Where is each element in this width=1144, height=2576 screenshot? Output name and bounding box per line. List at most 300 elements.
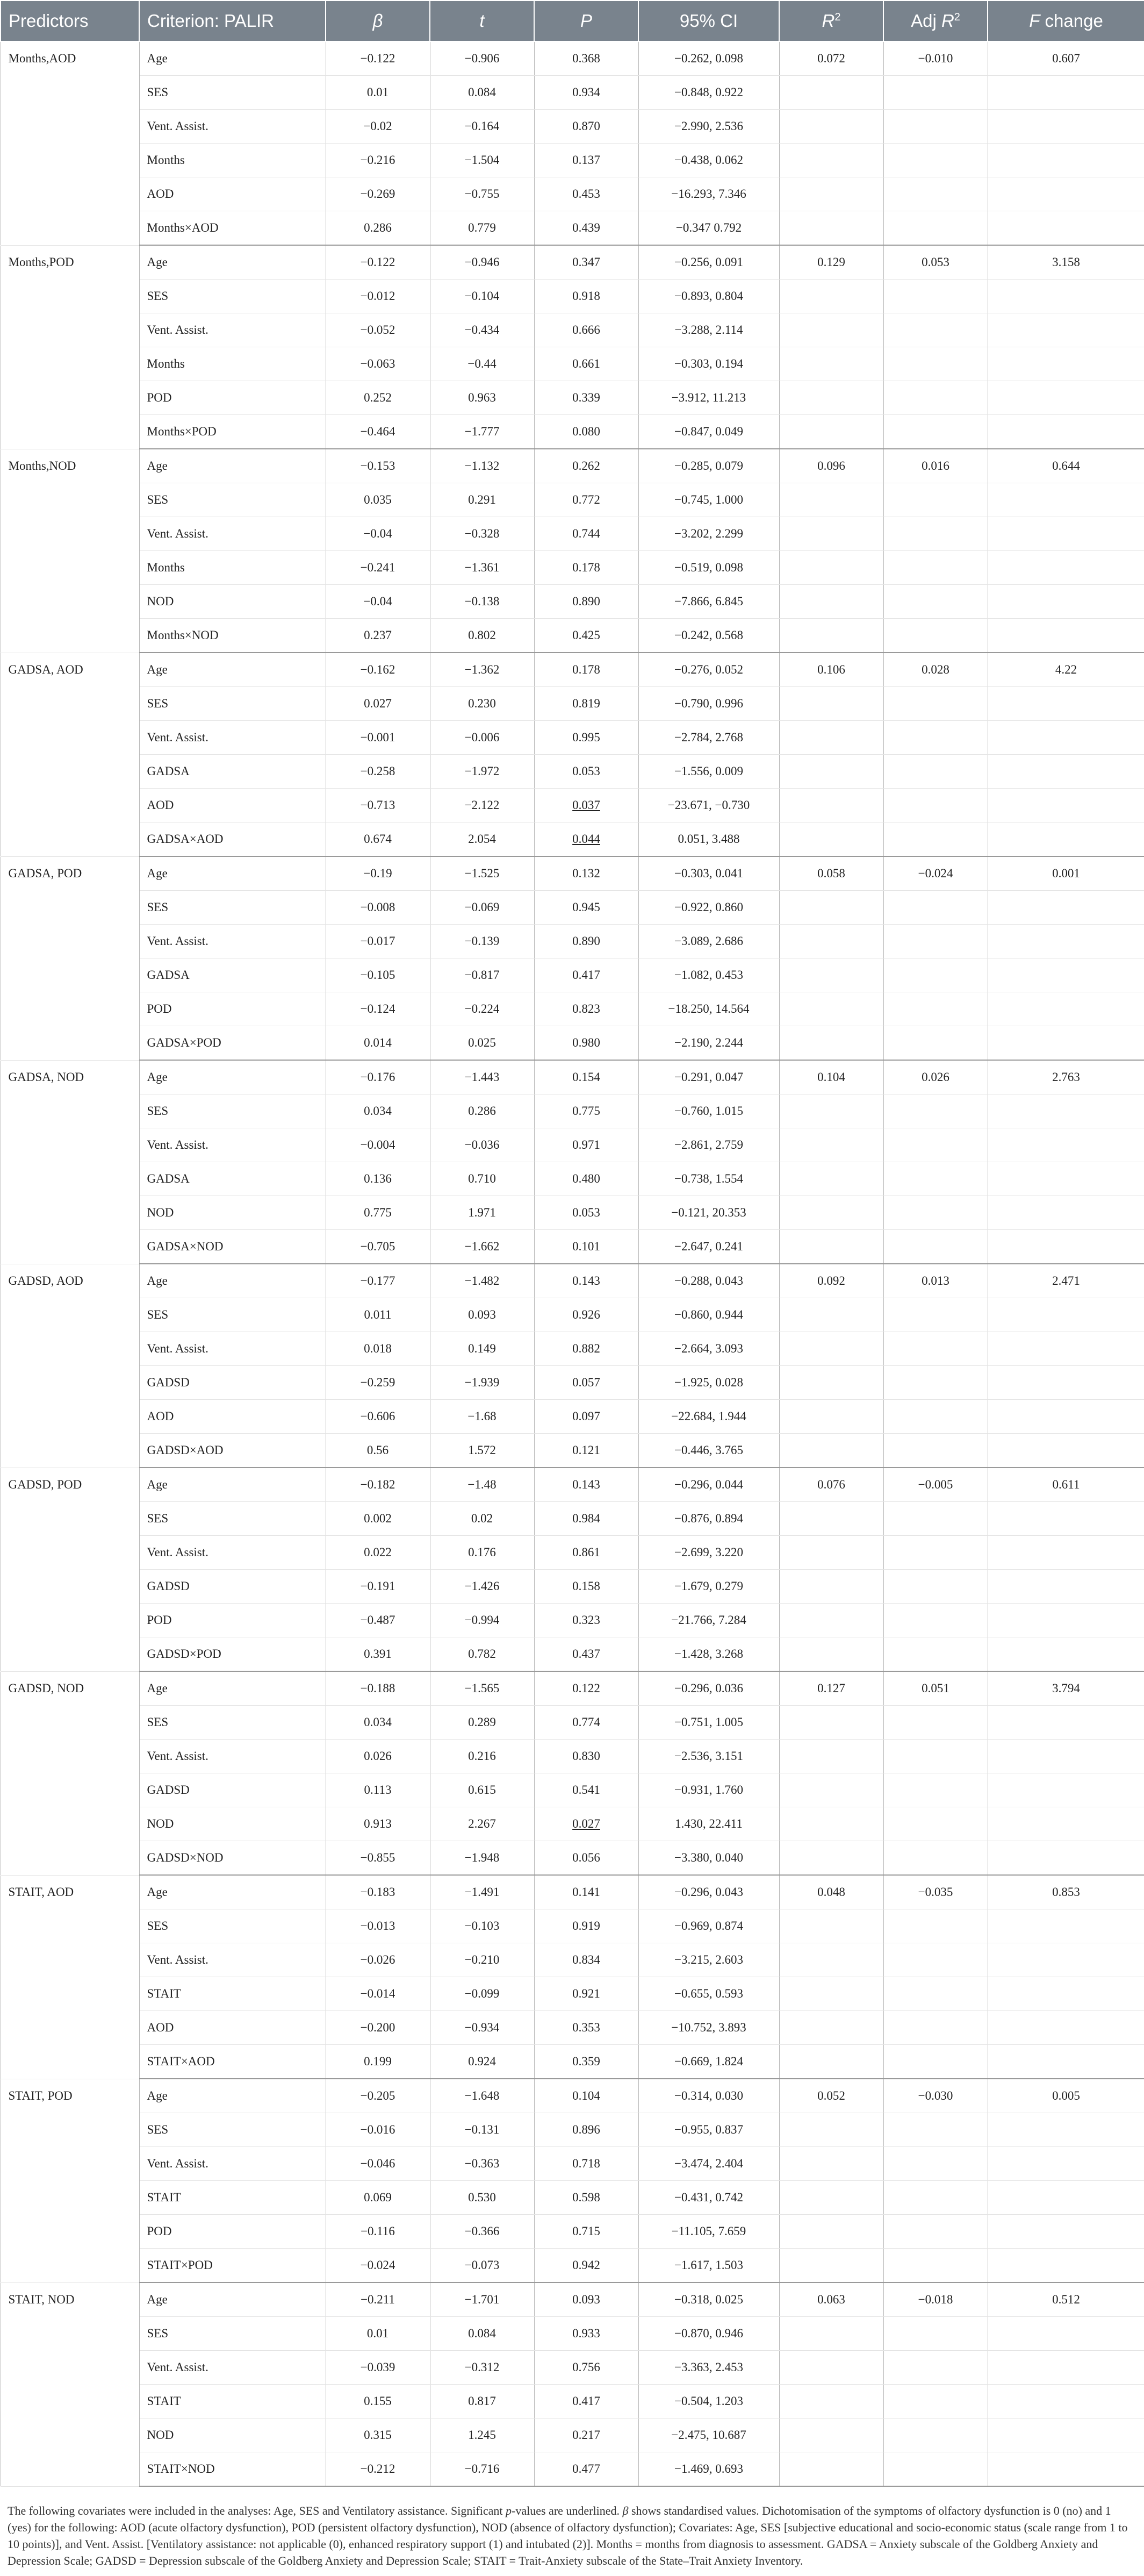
f-change-cell [988, 2215, 1144, 2249]
f-change-cell [988, 517, 1144, 551]
header-f-suffix: change [1040, 11, 1103, 31]
beta-cell: −0.705 [326, 1230, 430, 1264]
f-change-cell [988, 1740, 1144, 1773]
adj-r2-cell [883, 2147, 988, 2181]
t-cell: 1.245 [430, 2418, 534, 2452]
t-cell: −0.099 [430, 1977, 534, 2011]
r2-cell [779, 1230, 883, 1264]
beta-cell: −0.183 [326, 1875, 430, 1909]
table-row [1, 1875, 1144, 1909]
f-change-cell [988, 2045, 1144, 2079]
header-p-label: P [580, 11, 592, 31]
p-cell: 0.347 [534, 245, 638, 280]
beta-cell: −0.211 [326, 2282, 430, 2317]
table-row [1, 1196, 1144, 1230]
r2-cell [779, 1943, 883, 1977]
ci-cell: −0.288, 0.043 [638, 1264, 779, 1298]
ci-cell: −0.262, 0.098 [638, 41, 779, 76]
criterion-cell: STAIT [139, 1977, 326, 2011]
r2-cell [779, 1841, 883, 1876]
t-cell: 0.216 [430, 1740, 534, 1773]
adj-r2-cell: −0.005 [883, 1468, 988, 1502]
t-cell: 0.802 [430, 619, 534, 653]
table-row [1, 347, 1144, 381]
table-row [1, 2249, 1144, 2283]
p-cell: 0.057 [534, 1366, 638, 1400]
beta-cell: −0.176 [326, 1060, 430, 1094]
header-predictors: Predictors [1, 1, 139, 41]
t-cell: 0.093 [430, 1298, 534, 1332]
beta-cell: −0.026 [326, 1943, 430, 1977]
p-cell: 0.984 [534, 1502, 638, 1536]
adj-r2-cell [883, 1196, 988, 1230]
r2-cell [779, 2249, 883, 2283]
r2-cell [779, 822, 883, 857]
adj-r2-cell [883, 687, 988, 721]
adj-r2-cell: 0.053 [883, 245, 988, 280]
t-cell: 0.782 [430, 1637, 534, 1672]
f-change-cell [988, 2147, 1144, 2181]
criterion-cell: GADSD×AOD [139, 1434, 326, 1468]
adj-r2-cell [883, 1841, 988, 1876]
f-change-cell [988, 822, 1144, 857]
beta-cell: −0.487 [326, 1604, 430, 1637]
p-cell: 0.718 [534, 2147, 638, 2181]
ci-cell: −1.469, 0.693 [638, 2452, 779, 2487]
table-row [1, 517, 1144, 551]
ci-cell: −0.669, 1.824 [638, 2045, 779, 2079]
r2-cell [779, 313, 883, 347]
r2-cell: 0.072 [779, 41, 883, 76]
r2-cell [779, 1773, 883, 1807]
table-row [1, 1604, 1144, 1637]
table-row [1, 1570, 1144, 1604]
adj-r2-cell: 0.051 [883, 1671, 988, 1706]
t-cell: −1.491 [430, 1875, 534, 1909]
ci-cell: −3.363, 2.453 [638, 2351, 779, 2385]
criterion-cell: Vent. Assist. [139, 110, 326, 144]
adj-r2-cell [883, 2452, 988, 2487]
table-row [1, 2351, 1144, 2385]
beta-cell: −0.19 [326, 856, 430, 891]
adj-r2-cell [883, 381, 988, 415]
f-change-cell [988, 2418, 1144, 2452]
t-cell: −1.132 [430, 449, 534, 483]
f-change-cell [988, 789, 1144, 822]
criterion-cell: Age [139, 856, 326, 891]
criterion-cell: Vent. Assist. [139, 2147, 326, 2181]
criterion-cell: SES [139, 483, 326, 517]
ci-cell: −0.318, 0.025 [638, 2282, 779, 2317]
adj-r2-cell [883, 891, 988, 925]
beta-cell: 0.018 [326, 1332, 430, 1366]
adj-r2-cell: −0.024 [883, 856, 988, 891]
r2-cell [779, 1637, 883, 1672]
table-row [1, 1807, 1144, 1841]
criterion-cell: SES [139, 76, 326, 110]
adj-r2-cell [883, 1740, 988, 1773]
f-change-cell [988, 347, 1144, 381]
beta-cell: −0.014 [326, 1977, 430, 2011]
f-change-cell [988, 415, 1144, 449]
t-cell: 0.779 [430, 211, 534, 246]
p-cell: 0.834 [534, 1943, 638, 1977]
adj-r2-cell [883, 1434, 988, 1468]
p-cell: 0.942 [534, 2249, 638, 2283]
t-cell: −0.036 [430, 1128, 534, 1162]
criterion-cell: Months×NOD [139, 619, 326, 653]
r2-cell [779, 1502, 883, 1536]
adj-r2-cell [883, 2215, 988, 2249]
predictor-cell: STAIT, NOD [1, 2282, 139, 2486]
criterion-cell: Age [139, 1468, 326, 1502]
criterion-cell: GADSD [139, 1570, 326, 1604]
adj-r2-cell [883, 992, 988, 1026]
ci-cell: 0.051, 3.488 [638, 822, 779, 857]
beta-cell: −0.017 [326, 925, 430, 958]
t-cell: 1.572 [430, 1434, 534, 1468]
r2-cell [779, 585, 883, 619]
t-cell: 0.291 [430, 483, 534, 517]
ci-cell: −3.380, 0.040 [638, 1841, 779, 1876]
t-cell: −0.006 [430, 721, 534, 755]
t-cell: −0.139 [430, 925, 534, 958]
table-row [1, 1400, 1144, 1434]
table-row [1, 415, 1144, 449]
ci-cell: −0.242, 0.568 [638, 619, 779, 653]
p-cell: 0.861 [534, 1536, 638, 1570]
beta-cell: −0.122 [326, 245, 430, 280]
table-row [1, 1706, 1144, 1740]
f-change-cell [988, 1230, 1144, 1264]
t-cell: 0.230 [430, 687, 534, 721]
adj-r2-cell [883, 144, 988, 177]
beta-cell: −0.269 [326, 177, 430, 211]
f-change-cell [988, 110, 1144, 144]
ci-cell: −2.784, 2.768 [638, 721, 779, 755]
ci-cell: −0.431, 0.742 [638, 2181, 779, 2215]
r2-cell [779, 1807, 883, 1841]
r2-cell [779, 2418, 883, 2452]
r2-cell [779, 1196, 883, 1230]
beta-cell: 0.011 [326, 1298, 430, 1332]
adj-r2-cell [883, 2045, 988, 2079]
adj-r2-cell [883, 2317, 988, 2351]
beta-cell: 0.674 [326, 822, 430, 857]
p-cell: 0.980 [534, 1026, 638, 1061]
f-change-cell [988, 1637, 1144, 1672]
f-change-cell [988, 1502, 1144, 1536]
r2-cell [779, 721, 883, 755]
r2-cell [779, 2317, 883, 2351]
table-row [1, 755, 1144, 789]
criterion-cell: SES [139, 1298, 326, 1332]
r2-cell [779, 517, 883, 551]
beta-cell: 0.315 [326, 2418, 430, 2452]
table-row [1, 1026, 1144, 1061]
r2-cell [779, 1977, 883, 2011]
ci-cell: 1.430, 22.411 [638, 1807, 779, 1841]
beta-cell: −0.052 [326, 313, 430, 347]
t-cell: −0.434 [430, 313, 534, 347]
adj-r2-cell [883, 1807, 988, 1841]
beta-cell: −0.606 [326, 1400, 430, 1434]
r2-cell [779, 619, 883, 653]
f-change-cell: 4.22 [988, 653, 1144, 687]
t-cell: 0.963 [430, 381, 534, 415]
adj-r2-cell: 0.026 [883, 1060, 988, 1094]
t-cell: −0.328 [430, 517, 534, 551]
adj-r2-cell [883, 1298, 988, 1332]
table-row [1, 381, 1144, 415]
p-cell: 0.417 [534, 958, 638, 992]
criterion-cell: SES [139, 891, 326, 925]
header-adj-r2 [883, 1, 988, 41]
r2-cell [779, 2113, 883, 2147]
table-row [1, 1332, 1144, 1366]
header-t-label: t [479, 11, 485, 31]
table-row [1, 2418, 1144, 2452]
beta-cell: −0.177 [326, 1264, 430, 1298]
beta-cell: −0.004 [326, 1128, 430, 1162]
beta-cell: 0.155 [326, 2385, 430, 2418]
adj-r2-cell [883, 2011, 988, 2045]
header-r2 [779, 1, 883, 41]
ci-cell: −3.215, 2.603 [638, 1943, 779, 1977]
table-row [1, 1434, 1144, 1468]
beta-cell: 0.199 [326, 2045, 430, 2079]
f-change-cell [988, 1400, 1144, 1434]
beta-cell: 0.252 [326, 381, 430, 415]
t-cell: 0.176 [430, 1536, 534, 1570]
footnote-p-word: p [506, 2504, 512, 2517]
r2-cell [779, 1128, 883, 1162]
criterion-cell: POD [139, 2215, 326, 2249]
predictor-cell: GADSA, POD [1, 856, 139, 1060]
ci-cell: −0.655, 0.593 [638, 1977, 779, 2011]
table-row [1, 551, 1144, 585]
table-row [1, 1536, 1144, 1570]
f-change-cell [988, 1604, 1144, 1637]
f-change-cell [988, 1909, 1144, 1943]
f-change-cell [988, 483, 1144, 517]
criterion-cell: Months [139, 551, 326, 585]
p-cell: 0.056 [534, 1841, 638, 1876]
t-cell: −1.939 [430, 1366, 534, 1400]
t-cell: −0.994 [430, 1604, 534, 1637]
p-cell: 0.926 [534, 1298, 638, 1332]
adj-r2-cell [883, 76, 988, 110]
p-cell: 0.819 [534, 687, 638, 721]
r2-cell [779, 415, 883, 449]
criterion-cell: GADSA×POD [139, 1026, 326, 1061]
p-cell: 0.141 [534, 1875, 638, 1909]
criterion-cell: GADSA×AOD [139, 822, 326, 857]
r2-cell: 0.058 [779, 856, 883, 891]
criterion-cell: Vent. Assist. [139, 313, 326, 347]
criterion-cell: SES [139, 687, 326, 721]
ci-cell: −0.745, 1.000 [638, 483, 779, 517]
table-header [1, 1, 1144, 41]
f-change-cell [988, 280, 1144, 313]
criterion-cell: Vent. Assist. [139, 1536, 326, 1570]
table-row [1, 313, 1144, 347]
f-change-cell [988, 585, 1144, 619]
adj-r2-cell [883, 1094, 988, 1128]
r2-cell [779, 2385, 883, 2418]
criterion-cell: Age [139, 2282, 326, 2317]
ci-cell: −23.671, −0.730 [638, 789, 779, 822]
adj-r2-cell [883, 1977, 988, 2011]
t-cell: 0.710 [430, 1162, 534, 1196]
r2-cell [779, 2045, 883, 2079]
beta-cell: −0.188 [326, 1671, 430, 1706]
ci-cell: −0.876, 0.894 [638, 1502, 779, 1536]
ci-cell: −2.861, 2.759 [638, 1128, 779, 1162]
adj-r2-cell [883, 755, 988, 789]
r2-cell [779, 2011, 883, 2045]
criterion-cell: Age [139, 2079, 326, 2113]
ci-cell: −3.202, 2.299 [638, 517, 779, 551]
r2-cell: 0.063 [779, 2282, 883, 2317]
t-cell: −0.906 [430, 41, 534, 76]
beta-cell: −0.212 [326, 2452, 430, 2487]
beta-cell: −0.153 [326, 449, 430, 483]
criterion-cell: GADSA [139, 958, 326, 992]
beta-cell: 0.01 [326, 2317, 430, 2351]
p-cell: 0.744 [534, 517, 638, 551]
header-criterion: Criterion: PALIR [139, 1, 326, 41]
table-row [1, 2113, 1144, 2147]
criterion-cell: Months [139, 347, 326, 381]
p-cell: 0.870 [534, 110, 638, 144]
p-cell: 0.323 [534, 1604, 638, 1637]
t-cell: −0.104 [430, 280, 534, 313]
p-cell: 0.890 [534, 925, 638, 958]
p-cell: 0.353 [534, 2011, 638, 2045]
ci-cell: −1.428, 3.268 [638, 1637, 779, 1672]
adj-r2-cell [883, 585, 988, 619]
f-change-cell [988, 891, 1144, 925]
p-cell: 0.262 [534, 449, 638, 483]
beta-cell: 0.022 [326, 1536, 430, 1570]
beta-cell: −0.024 [326, 2249, 430, 2283]
adj-r2-cell [883, 551, 988, 585]
t-cell: −0.946 [430, 245, 534, 280]
r2-cell [779, 177, 883, 211]
r2-cell [779, 2181, 883, 2215]
f-change-cell [988, 1128, 1144, 1162]
criterion-cell: Vent. Assist. [139, 1332, 326, 1366]
r2-cell [779, 958, 883, 992]
adj-r2-cell [883, 177, 988, 211]
r2-cell [779, 992, 883, 1026]
t-cell: −0.755 [430, 177, 534, 211]
t-cell: 2.267 [430, 1807, 534, 1841]
ci-cell: −0.504, 1.203 [638, 2385, 779, 2418]
f-change-cell [988, 1196, 1144, 1230]
p-cell [534, 822, 638, 857]
t-cell: −1.565 [430, 1671, 534, 1706]
beta-cell: 0.136 [326, 1162, 430, 1196]
p-cell: 0.918 [534, 280, 638, 313]
beta-cell: −0.039 [326, 2351, 430, 2385]
p-cell: 0.178 [534, 653, 638, 687]
ci-cell: −0.860, 0.944 [638, 1298, 779, 1332]
ci-cell: −0.751, 1.005 [638, 1706, 779, 1740]
t-cell: 0.286 [430, 1094, 534, 1128]
beta-cell: −0.855 [326, 1841, 430, 1876]
beta-cell: −0.012 [326, 280, 430, 313]
t-cell: −1.362 [430, 653, 534, 687]
t-cell: 0.084 [430, 2317, 534, 2351]
r2-cell [779, 755, 883, 789]
criterion-cell: Age [139, 1060, 326, 1094]
adj-r2-cell [883, 1128, 988, 1162]
ci-cell: −1.925, 0.028 [638, 1366, 779, 1400]
p-cell: 0.774 [534, 1706, 638, 1740]
footnote-beta-word: β [622, 2504, 629, 2517]
adj-r2-cell [883, 1570, 988, 1604]
adj-r2-cell [883, 2249, 988, 2283]
adj-r2-cell [883, 925, 988, 958]
criterion-cell: Age [139, 653, 326, 687]
ci-cell: −3.912, 11.213 [638, 381, 779, 415]
adj-r2-cell [883, 280, 988, 313]
table-row [1, 1060, 1144, 1094]
criterion-cell: NOD [139, 585, 326, 619]
t-cell: 0.289 [430, 1706, 534, 1740]
t-cell: −0.363 [430, 2147, 534, 2181]
adj-r2-cell [883, 2351, 988, 2385]
predictor-cell: STAIT, POD [1, 2079, 139, 2282]
f-change-cell [988, 1773, 1144, 1807]
t-cell: −1.525 [430, 856, 534, 891]
t-cell: −0.224 [430, 992, 534, 1026]
t-cell: 0.084 [430, 76, 534, 110]
criterion-cell: Months×AOD [139, 211, 326, 246]
p-cell: 0.896 [534, 2113, 638, 2147]
r2-cell [779, 551, 883, 585]
adj-r2-cell [883, 1909, 988, 1943]
adj-r2-cell [883, 1773, 988, 1807]
r2-cell [779, 280, 883, 313]
beta-cell: −0.122 [326, 41, 430, 76]
t-cell: −1.361 [430, 551, 534, 585]
t-cell: −1.777 [430, 415, 534, 449]
p-cell: 0.121 [534, 1434, 638, 1468]
beta-cell: 0.01 [326, 76, 430, 110]
t-cell: −0.138 [430, 585, 534, 619]
header-beta-label: β [372, 11, 383, 31]
criterion-cell: Vent. Assist. [139, 517, 326, 551]
significant-p-value: 0.027 [572, 1817, 600, 1830]
table-row [1, 144, 1144, 177]
adj-r2-cell: −0.010 [883, 41, 988, 76]
t-cell: −0.716 [430, 2452, 534, 2487]
t-cell: −0.103 [430, 1909, 534, 1943]
footnote-part-3: shows standardised values. Dichotomisation of the symptoms of olfactory dysfunction is 0 (no) and 1 (yes) for the following: AOD (acute olfactory dysfunction), POD (persistent olfactory dysfunction), NOD (absence of olfactory dysfunction); Covariates: Age, SES [subjective educational and socio-economic status (scale range from 1 to 10 points)], and Vent. Assist. [Ventilatory assistance: not applicable (0), enhanced respiratory support (1) and intubated (2)]. Months = months from diagnosis to assessment. GADSA = Anxiety subscale of the Goldberg Anxiety and Depression Scale; GADSD = Depression subscale of the Goldberg Anxiety and Depression Scale; STAIT = Trait-Anxiety subscale of the State–Trait Anxiety Inventory. [8, 2504, 1128, 2567]
adj-r2-cell: −0.030 [883, 2079, 988, 2113]
f-change-cell [988, 755, 1144, 789]
beta-cell: −0.205 [326, 2079, 430, 2113]
f-change-cell [988, 1841, 1144, 1876]
predictor-cell: GADSD, AOD [1, 1264, 139, 1468]
table-row [1, 1502, 1144, 1536]
r2-cell [779, 1162, 883, 1196]
table-row [1, 687, 1144, 721]
ci-cell: −2.647, 0.241 [638, 1230, 779, 1264]
